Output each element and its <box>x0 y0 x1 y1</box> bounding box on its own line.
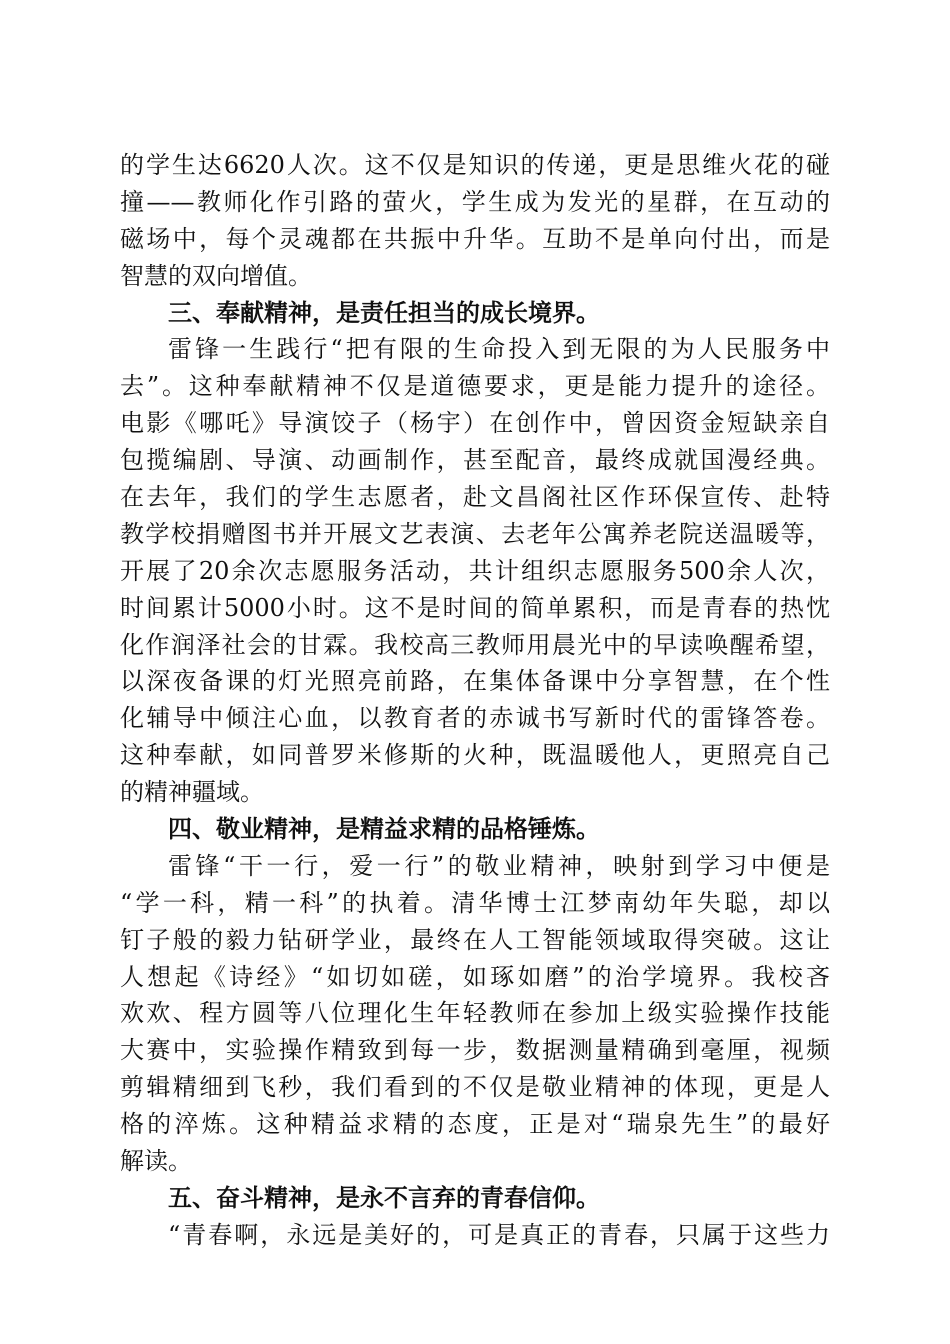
section-heading: 四、敬业精神，是精益求精的品格锤炼。 <box>168 814 600 844</box>
text-line: 格的淬炼。这种精益求精的态度，正是对“瑞泉先生”的最好 <box>120 1110 830 1139</box>
text-line: 教学校捐赠图书并开展文艺表演、去老年公寓养老院送温暖等， <box>120 519 830 548</box>
text-line: 人想起《诗经》“如切如磋，如琢如磨”的治学境界。我校吝 <box>120 962 830 991</box>
text-line: 钉子般的毅力钻研学业，最终在人工智能领域取得突破。这让 <box>120 925 830 954</box>
text-line: 剪辑精细到飞秒，我们看到的不仅是敬业精神的体现，更是人 <box>120 1073 830 1102</box>
text-line: 雷锋一生践行“把有限的生命投入到无限的为人民服务中 <box>168 335 830 364</box>
text-line: “学一科，精一科”的执着。清华博士江梦南幼年失聪，却以 <box>120 888 830 917</box>
text-line: 在去年，我们的学生志愿者，赴文昌阁社区作环保宣传、赴特 <box>120 483 830 512</box>
document-body <box>120 147 830 1254</box>
text-line: 的精神疆域。 <box>120 778 264 807</box>
section-heading: 三、奉献精神，是责任担当的成长境界。 <box>168 297 600 327</box>
text-line: 这种奉献，如同普罗米修斯的火种，既温暖他人，更照亮自己 <box>120 741 830 770</box>
text-line: 包揽编剧、导演、动画制作，甚至配音，最终成就国漫经典。 <box>120 446 830 475</box>
text-line: “青春啊，永远是美好的，可是真正的青春，只属于这些力 <box>168 1220 830 1249</box>
section-heading: 五、奋斗精神，是永不言弃的青春信仰。 <box>168 1182 600 1212</box>
text-line: 大赛中，实验操作精致到每一步，数据测量精确到毫厘，视频 <box>120 1036 830 1065</box>
text-line: 磁场中，每个灵魂都在共振中升华。互助不是单向付出，而是 <box>120 224 830 253</box>
text-line: 的学生达6620人次。这不仅是知识的传递，更是思维火花的碰 <box>120 151 830 179</box>
text-line: 化辅导中倾注心血，以教育者的赤诚书写新时代的雷锋答卷。 <box>120 704 830 733</box>
text-line: 欢欢、程方圆等八位理化生年轻教师在参加上级实验操作技能 <box>120 999 830 1028</box>
text-line: 时间累计5000小时。这不是时间的简单累积，而是青春的热忱 <box>120 593 830 622</box>
text-line: 以深夜备课的灯光照亮前路，在集体备课中分享智慧，在个性 <box>120 667 830 696</box>
text-line: 电影《哪吒》导演饺子（杨宇）在创作中，曾因资金短缺亲自 <box>120 409 830 438</box>
text-line: 撞——教师化作引路的萤火，学生成为发光的星群，在互动的 <box>120 187 830 216</box>
text-line: 解读。 <box>120 1147 192 1176</box>
text-line: 开展了20余次志愿服务活动，共计组织志愿服务500余人次， <box>120 556 830 585</box>
text-line: 去”。这种奉献精神不仅是道德要求，更是能力提升的途径。 <box>120 372 830 401</box>
text-line: 雷锋“干一行，爱一行”的敬业精神，映射到学习中便是 <box>168 851 830 880</box>
text-line: 化作润泽社会的甘霖。我校高三教师用晨光中的早读唤醒希望， <box>120 630 830 659</box>
text-line: 智慧的双向增值。 <box>120 261 312 290</box>
